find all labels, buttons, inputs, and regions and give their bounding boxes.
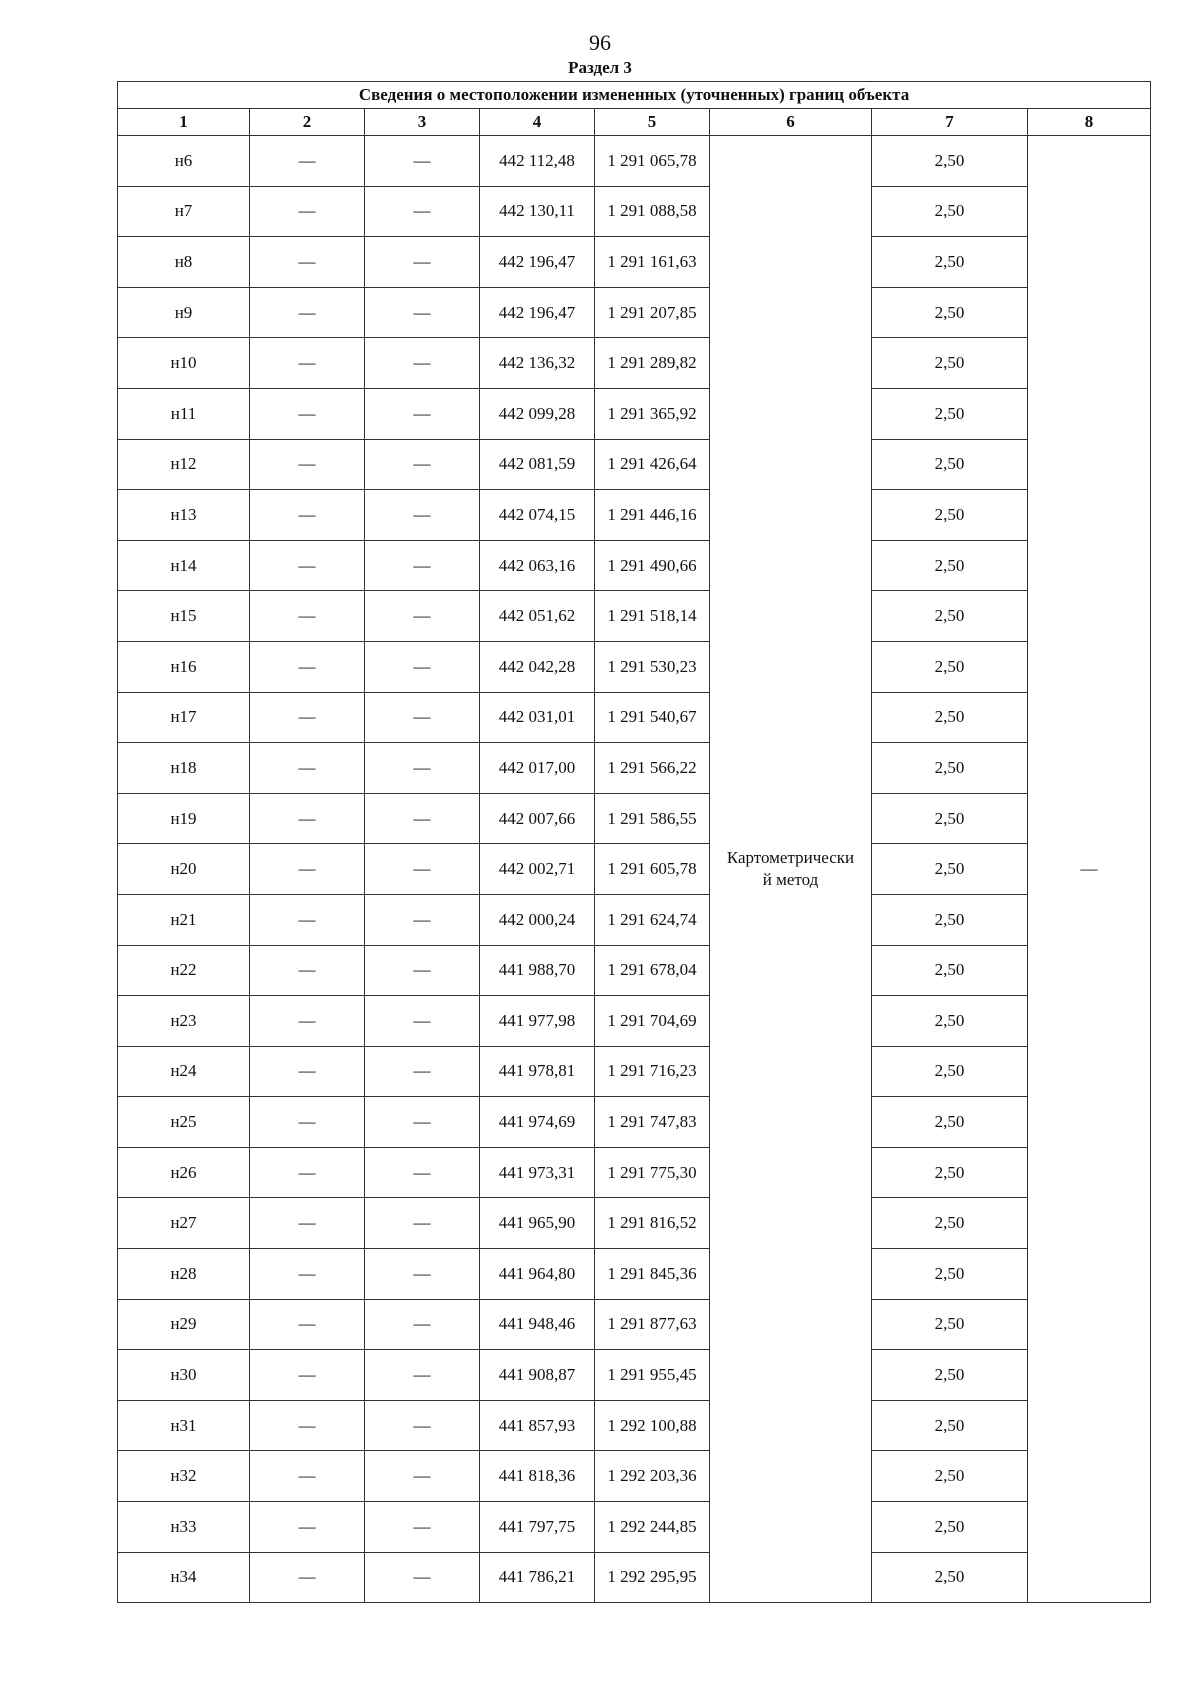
- table-row: [118, 540, 1151, 591]
- accuracy-cell: 2,50: [872, 793, 1028, 844]
- column-number-7: 7: [872, 109, 1028, 136]
- column-number-1: 1: [118, 109, 250, 136]
- y-coordinate-cell: 1 291 775,30: [595, 1147, 710, 1198]
- col3-cell: —: [365, 1097, 480, 1148]
- point-cell: н29: [118, 1299, 250, 1350]
- col2-cell: —: [250, 692, 365, 743]
- accuracy-cell: 2,50: [872, 1198, 1028, 1249]
- x-coordinate-cell: 441 786,21: [480, 1552, 595, 1603]
- col2-cell: —: [250, 237, 365, 288]
- accuracy-cell: 2,50: [872, 591, 1028, 642]
- col3-cell: —: [365, 1350, 480, 1401]
- point-cell: н24: [118, 1046, 250, 1097]
- table-row: [118, 641, 1151, 692]
- accuracy-cell: 2,50: [872, 1147, 1028, 1198]
- col3-cell: —: [365, 996, 480, 1047]
- point-cell: н22: [118, 945, 250, 996]
- x-coordinate-cell: 441 908,87: [480, 1350, 595, 1401]
- column-number-5: 5: [595, 109, 710, 136]
- y-coordinate-cell: 1 291 877,63: [595, 1299, 710, 1350]
- table-row: [118, 136, 1151, 187]
- column-number-row: [118, 109, 1151, 136]
- y-coordinate-cell: 1 291 566,22: [595, 743, 710, 794]
- accuracy-cell: 2,50: [872, 186, 1028, 237]
- y-coordinate-cell: 1 291 088,58: [595, 186, 710, 237]
- table-row: [118, 1502, 1151, 1553]
- method-text-line: Картометрически: [726, 848, 855, 868]
- col2-cell: —: [250, 1552, 365, 1603]
- table-row: [118, 1400, 1151, 1451]
- accuracy-cell: 2,50: [872, 237, 1028, 288]
- col3-cell: —: [365, 692, 480, 743]
- table-row: [118, 439, 1151, 490]
- accuracy-cell: 2,50: [872, 1046, 1028, 1097]
- x-coordinate-cell: 441 948,46: [480, 1299, 595, 1350]
- col2-cell: —: [250, 186, 365, 237]
- point-cell: н19: [118, 793, 250, 844]
- point-cell: н9: [118, 287, 250, 338]
- x-coordinate-cell: 441 977,98: [480, 996, 595, 1047]
- point-cell: н14: [118, 540, 250, 591]
- table-row: [118, 237, 1151, 288]
- col2-cell: —: [250, 945, 365, 996]
- x-coordinate-cell: 442 130,11: [480, 186, 595, 237]
- col3-cell: —: [365, 136, 480, 187]
- table-body: [118, 136, 1151, 1603]
- x-coordinate-cell: 441 978,81: [480, 1046, 595, 1097]
- y-coordinate-cell: 1 291 518,14: [595, 591, 710, 642]
- x-coordinate-cell: 441 964,80: [480, 1249, 595, 1300]
- coordinates-table: [117, 81, 1151, 1603]
- x-coordinate-cell: 442 000,24: [480, 894, 595, 945]
- accuracy-cell: 2,50: [872, 540, 1028, 591]
- accuracy-cell: 2,50: [872, 844, 1028, 895]
- table-row: [118, 1552, 1151, 1603]
- y-coordinate-cell: 1 291 955,45: [595, 1350, 710, 1401]
- accuracy-cell: 2,50: [872, 388, 1028, 439]
- point-cell: н16: [118, 641, 250, 692]
- y-coordinate-cell: 1 292 295,95: [595, 1552, 710, 1603]
- col3-cell: —: [365, 894, 480, 945]
- col2-cell: —: [250, 540, 365, 591]
- col2-cell: —: [250, 1097, 365, 1148]
- x-coordinate-cell: 441 974,69: [480, 1097, 595, 1148]
- column-number-6: 6: [710, 109, 872, 136]
- col3-cell: —: [365, 1147, 480, 1198]
- table-row: [118, 591, 1151, 642]
- col2-cell: —: [250, 136, 365, 187]
- table-row: [118, 894, 1151, 945]
- col3-cell: —: [365, 186, 480, 237]
- table-row: [118, 287, 1151, 338]
- col2-cell: —: [250, 1046, 365, 1097]
- col2-cell: —: [250, 641, 365, 692]
- point-cell: н25: [118, 1097, 250, 1148]
- col3-cell: —: [365, 237, 480, 288]
- col3-cell: —: [365, 338, 480, 389]
- accuracy-cell: 2,50: [872, 1400, 1028, 1451]
- y-coordinate-cell: 1 291 678,04: [595, 945, 710, 996]
- y-coordinate-cell: 1 291 816,52: [595, 1198, 710, 1249]
- table-row: [118, 490, 1151, 541]
- col2-cell: —: [250, 490, 365, 541]
- y-coordinate-cell: 1 291 747,83: [595, 1097, 710, 1148]
- col3-cell: —: [365, 287, 480, 338]
- point-cell: н15: [118, 591, 250, 642]
- x-coordinate-cell: 442 099,28: [480, 388, 595, 439]
- accuracy-cell: 2,50: [872, 996, 1028, 1047]
- point-cell: н32: [118, 1451, 250, 1502]
- table-row: [118, 1299, 1151, 1350]
- accuracy-cell: 2,50: [872, 894, 1028, 945]
- point-cell: н27: [118, 1198, 250, 1249]
- col3-cell: —: [365, 388, 480, 439]
- point-cell: н28: [118, 1249, 250, 1300]
- col2-cell: —: [250, 338, 365, 389]
- y-coordinate-cell: 1 291 624,74: [595, 894, 710, 945]
- col2-cell: —: [250, 1451, 365, 1502]
- y-coordinate-cell: 1 291 704,69: [595, 996, 710, 1047]
- y-coordinate-cell: 1 291 845,36: [595, 1249, 710, 1300]
- accuracy-cell: 2,50: [872, 743, 1028, 794]
- x-coordinate-cell: 442 017,00: [480, 743, 595, 794]
- table-row: [118, 692, 1151, 743]
- x-coordinate-cell: 442 031,01: [480, 692, 595, 743]
- col3-cell: —: [365, 1451, 480, 1502]
- col2-cell: —: [250, 894, 365, 945]
- x-coordinate-cell: 441 988,70: [480, 945, 595, 996]
- y-coordinate-cell: 1 291 446,16: [595, 490, 710, 541]
- y-coordinate-cell: 1 292 244,85: [595, 1502, 710, 1553]
- y-coordinate-cell: 1 291 586,55: [595, 793, 710, 844]
- x-coordinate-cell: 442 002,71: [480, 844, 595, 895]
- point-cell: н23: [118, 996, 250, 1047]
- column-number-4: 4: [480, 109, 595, 136]
- accuracy-cell: 2,50: [872, 1502, 1028, 1553]
- col2-cell: —: [250, 1400, 365, 1451]
- accuracy-cell: 2,50: [872, 338, 1028, 389]
- y-coordinate-cell: 1 291 540,67: [595, 692, 710, 743]
- point-cell: н26: [118, 1147, 250, 1198]
- point-cell: н21: [118, 894, 250, 945]
- x-coordinate-cell: 442 074,15: [480, 490, 595, 541]
- accuracy-cell: 2,50: [872, 1299, 1028, 1350]
- x-coordinate-cell: 441 965,90: [480, 1198, 595, 1249]
- x-coordinate-cell: 442 196,47: [480, 237, 595, 288]
- y-coordinate-cell: 1 291 161,63: [595, 237, 710, 288]
- point-cell: н31: [118, 1400, 250, 1451]
- col2-cell: —: [250, 1198, 365, 1249]
- col3-cell: —: [365, 1502, 480, 1553]
- col3-cell: —: [365, 490, 480, 541]
- x-coordinate-cell: 441 818,36: [480, 1451, 595, 1502]
- col2-cell: —: [250, 844, 365, 895]
- table-caption: Сведения о местоположении измененных (уточненных) границ объекта: [118, 82, 1151, 109]
- point-cell: н13: [118, 490, 250, 541]
- y-coordinate-cell: 1 292 100,88: [595, 1400, 710, 1451]
- col3-cell: —: [365, 591, 480, 642]
- col3-cell: —: [365, 540, 480, 591]
- x-coordinate-cell: 442 051,62: [480, 591, 595, 642]
- accuracy-cell: 2,50: [872, 1097, 1028, 1148]
- table-row: [118, 945, 1151, 996]
- point-cell: н11: [118, 388, 250, 439]
- accuracy-cell: 2,50: [872, 1552, 1028, 1603]
- col2-cell: —: [250, 1147, 365, 1198]
- x-coordinate-cell: 441 973,31: [480, 1147, 595, 1198]
- table-row: [118, 1451, 1151, 1502]
- x-coordinate-cell: 442 196,47: [480, 287, 595, 338]
- col2-cell: —: [250, 1249, 365, 1300]
- table-caption-row: [118, 82, 1151, 109]
- x-coordinate-cell: 442 112,48: [480, 136, 595, 187]
- section-title: Раздел 3: [568, 58, 632, 77]
- point-cell: н34: [118, 1552, 250, 1603]
- col2-cell: —: [250, 591, 365, 642]
- accuracy-cell: 2,50: [872, 692, 1028, 743]
- y-coordinate-cell: 1 291 365,92: [595, 388, 710, 439]
- col3-cell: —: [365, 793, 480, 844]
- table-row: [118, 1147, 1151, 1198]
- col2-cell: —: [250, 996, 365, 1047]
- x-coordinate-cell: 442 042,28: [480, 641, 595, 692]
- column-number-2: 2: [250, 109, 365, 136]
- col2-cell: —: [250, 388, 365, 439]
- point-cell: н20: [118, 844, 250, 895]
- table-row: [118, 996, 1151, 1047]
- y-coordinate-cell: 1 291 289,82: [595, 338, 710, 389]
- col3-cell: —: [365, 641, 480, 692]
- x-coordinate-cell: 441 797,75: [480, 1502, 595, 1553]
- x-coordinate-cell: 442 081,59: [480, 439, 595, 490]
- col3-cell: —: [365, 945, 480, 996]
- point-cell: н8: [118, 237, 250, 288]
- accuracy-cell: 2,50: [872, 945, 1028, 996]
- method-text-line: й метод: [762, 870, 819, 890]
- table-row: [118, 1046, 1151, 1097]
- table-row: [118, 1350, 1151, 1401]
- col3-cell: —: [365, 1552, 480, 1603]
- x-coordinate-cell: 442 007,66: [480, 793, 595, 844]
- col3-cell: —: [365, 1299, 480, 1350]
- table-row: [118, 1097, 1151, 1148]
- y-coordinate-cell: 1 292 203,36: [595, 1451, 710, 1502]
- col2-cell: —: [250, 743, 365, 794]
- point-cell: н12: [118, 439, 250, 490]
- y-coordinate-cell: 1 291 065,78: [595, 136, 710, 187]
- accuracy-cell: 2,50: [872, 136, 1028, 187]
- y-coordinate-cell: 1 291 426,64: [595, 439, 710, 490]
- col2-cell: —: [250, 287, 365, 338]
- page-number: 96: [589, 30, 611, 55]
- accuracy-cell: 2,50: [872, 641, 1028, 692]
- col3-cell: —: [365, 743, 480, 794]
- y-coordinate-cell: 1 291 490,66: [595, 540, 710, 591]
- point-cell: н10: [118, 338, 250, 389]
- table-row: [118, 1249, 1151, 1300]
- x-coordinate-cell: 441 857,93: [480, 1400, 595, 1451]
- col3-cell: —: [365, 1400, 480, 1451]
- col8-cell: —: [1028, 136, 1151, 1603]
- accuracy-cell: 2,50: [872, 1350, 1028, 1401]
- col2-cell: —: [250, 439, 365, 490]
- table-row: [118, 743, 1151, 794]
- col2-cell: —: [250, 1350, 365, 1401]
- point-cell: н18: [118, 743, 250, 794]
- col3-cell: —: [365, 844, 480, 895]
- x-coordinate-cell: 442 063,16: [480, 540, 595, 591]
- col2-cell: —: [250, 793, 365, 844]
- point-cell: н17: [118, 692, 250, 743]
- point-cell: н6: [118, 136, 250, 187]
- point-cell: н7: [118, 186, 250, 237]
- y-coordinate-cell: 1 291 530,23: [595, 641, 710, 692]
- x-coordinate-cell: 442 136,32: [480, 338, 595, 389]
- point-cell: н30: [118, 1350, 250, 1401]
- table-row: [118, 793, 1151, 844]
- accuracy-cell: 2,50: [872, 1451, 1028, 1502]
- column-number-3: 3: [365, 109, 480, 136]
- y-coordinate-cell: 1 291 716,23: [595, 1046, 710, 1097]
- col3-cell: —: [365, 439, 480, 490]
- col2-cell: —: [250, 1299, 365, 1350]
- point-cell: н33: [118, 1502, 250, 1553]
- table-row: [118, 1198, 1151, 1249]
- col3-cell: —: [365, 1198, 480, 1249]
- y-coordinate-cell: 1 291 207,85: [595, 287, 710, 338]
- table-row: [118, 186, 1151, 237]
- accuracy-cell: 2,50: [872, 1249, 1028, 1300]
- table-row: [118, 844, 1151, 895]
- column-number-8: 8: [1028, 109, 1151, 136]
- table-row: [118, 338, 1151, 389]
- col3-cell: —: [365, 1046, 480, 1097]
- col3-cell: —: [365, 1249, 480, 1300]
- method-cell: [710, 136, 872, 1603]
- y-coordinate-cell: 1 291 605,78: [595, 844, 710, 895]
- table-row: [118, 388, 1151, 439]
- accuracy-cell: 2,50: [872, 439, 1028, 490]
- accuracy-cell: 2,50: [872, 490, 1028, 541]
- accuracy-cell: 2,50: [872, 287, 1028, 338]
- col2-cell: —: [250, 1502, 365, 1553]
